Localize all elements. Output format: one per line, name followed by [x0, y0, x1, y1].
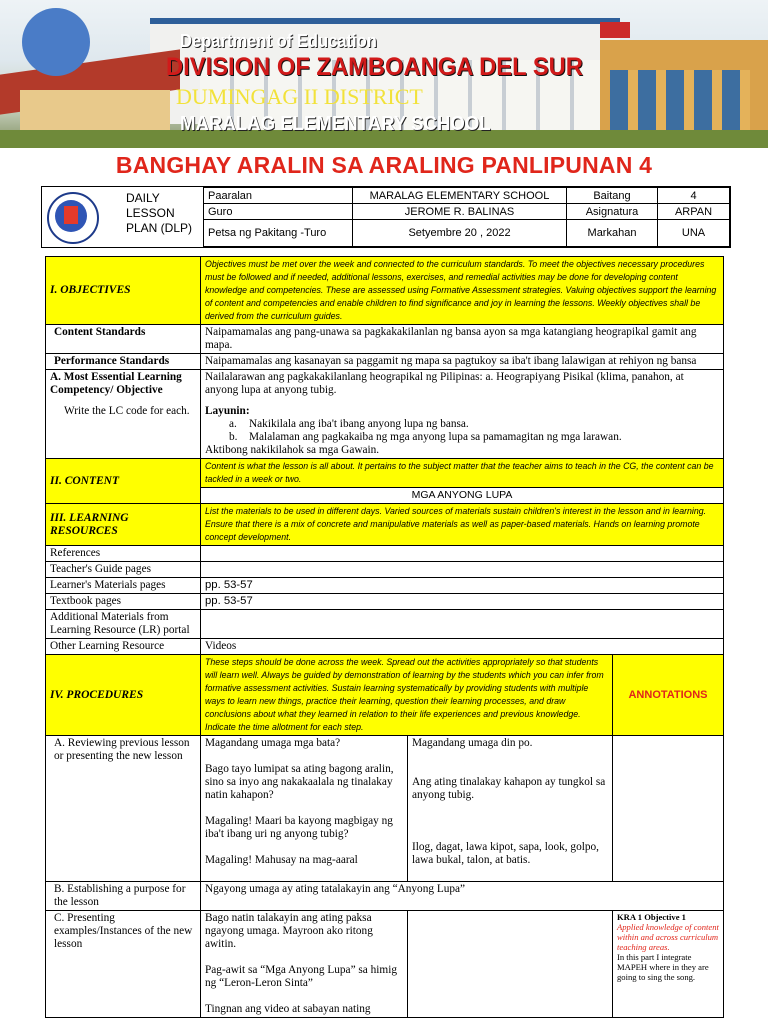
step-c-annotation	[613, 911, 724, 1018]
annotations-label: ANNOTATIONS	[613, 655, 724, 736]
list-marker: a.	[229, 418, 237, 430]
dlp-header-box	[41, 186, 731, 248]
resource-value	[201, 562, 724, 578]
deped-seal	[42, 187, 100, 247]
dlp-cell: MARALAG ELEMENTARY SCHOOL	[353, 188, 567, 204]
step-b-label: B. Establishing a purpose for the lesson	[46, 882, 201, 911]
resource-label: Learner's Materials pages	[46, 578, 201, 594]
dlp-cell: UNA	[658, 220, 730, 247]
annotation-body: In this part I integrate MAPEH where in they are going to sing the song.	[617, 952, 709, 982]
resource-value: Videos	[201, 639, 724, 655]
district-name: DUMINGAG II DISTRICT	[176, 84, 423, 109]
performance-standards-label: Performance Standards	[46, 354, 201, 370]
step-a-student	[408, 736, 613, 882]
dlp-label-line: PLAN (DLP)	[126, 221, 193, 235]
dlp-cell: Markahan	[567, 220, 658, 247]
dlp-cell: 4	[658, 188, 730, 204]
step-c-student	[408, 911, 613, 1018]
page-title: BANGHAY ARALIN SA ARALING PANLIPUNAN 4	[115, 152, 653, 178]
list-marker: b.	[229, 431, 238, 443]
dlp-cell: Petsa ng Pakitang -Turo	[204, 220, 353, 247]
dlp-cell: Setyembre 20 , 2022	[353, 220, 567, 247]
division-name: DIVISION OF ZAMBOANGA DEL SUR	[166, 53, 583, 81]
step-c-label: C. Presenting examples/Instances of the new lesson	[46, 911, 201, 1018]
resource-label: Textbook pages	[46, 594, 201, 610]
content-standards-text: Naipamamalas ang pang-unawa sa pagkakakilanlan ng bansa ayon sa mga katangiang heograpikal gamit ang mapa.	[201, 325, 724, 354]
section-content-heading: II. CONTENT	[46, 459, 201, 504]
annotation-objective: Applied knowledge of content within and across curriculum teaching areas.	[617, 922, 719, 952]
resource-value	[201, 546, 724, 562]
resources-note: List the materials to be used in different days. Varied sources of materials sustain children's interest in the lesson and in learning. Ensure that there is a mix of concrete and manipulative materials as well as paper-based materials. Hands on learning promote concept development.	[201, 504, 724, 546]
section-objectives-heading: I. OBJECTIVES	[46, 257, 201, 325]
student-line: Magandang umaga din po.	[412, 737, 533, 749]
melc-text: Nailalarawan ang pagkakakilanlang heograpikal ng Pilipinas: a. Heograpiyang Pisikal (klima, panahon, at anyong lupa at anyong tubig.	[205, 371, 684, 396]
section-resources-heading: III. LEARNING RESOURCES	[46, 504, 201, 546]
list-item	[205, 418, 719, 431]
resource-value: pp. 53-57	[201, 578, 724, 594]
layunin-list	[205, 418, 719, 444]
section-procedures-heading: IV. PROCEDURES	[46, 655, 201, 736]
student-line: Ilog, dagat, lawa kipot, sapa, look, golpo, lawa bukal, talon, at batis.	[412, 841, 599, 866]
logo-circle	[22, 8, 90, 76]
step-c-teacher	[201, 911, 408, 1018]
list-item	[205, 431, 719, 444]
layunin-c: Aktibong nakikilahok sa mga Gawain.	[205, 444, 380, 456]
resource-label: References	[46, 546, 201, 562]
list-text: Nakikilala ang iba't ibang anyong lupa ng bansa.	[249, 418, 469, 430]
resource-value: pp. 53-57	[201, 594, 724, 610]
resource-label: Additional Materials from Learning Resource (LR) portal	[46, 610, 201, 639]
annotation-title: KRA 1 Objective 1	[617, 912, 686, 922]
performance-standards-text: Naipamamalas ang kasanayan sa paggamit ng mapa sa pagtukoy sa iba't ibang lalawigan at rehiyon ng bansa	[201, 354, 724, 370]
teacher-line: Magaling! Mahusay na mag-aaral	[205, 854, 358, 866]
dlp-label	[126, 191, 192, 236]
building-windows	[610, 70, 750, 130]
teacher-line: Bago natin talakayin ang ating paksa ngayong umaga. Mayroon ako ritong awitin.	[205, 912, 373, 950]
content-standards-label: Content Standards	[46, 325, 201, 354]
dlp-info-grid	[203, 187, 730, 247]
step-a-annotation	[613, 736, 724, 882]
dlp-cell: JEROME R. BALINAS	[353, 204, 567, 220]
step-a-teacher	[201, 736, 408, 882]
dlp-cell: Baitang	[567, 188, 658, 204]
teacher-line: Pag-awit sa “Mga Anyong Lupa” sa himig ng “Leron-Leron Sinta”	[205, 964, 398, 989]
layunin-label: Layunin:	[205, 405, 250, 417]
student-line: Ang ating tinalakay kahapon ay tungkol sa anyong tubig.	[412, 776, 606, 801]
dlp-label-line: DAILY	[126, 191, 160, 205]
dlp-cell: ARPAN	[658, 204, 730, 220]
teacher-line: Magaling! Maari ba kayong magbigay ng iba't ibang uri ng anyong tubig?	[205, 815, 393, 840]
flag-image	[600, 22, 630, 38]
melc-cell	[46, 370, 201, 459]
dlp-label-line: LESSON	[126, 206, 175, 220]
objectives-note: Objectives must be met over the week and connected to the curriculum standards. To meet the objectives necessary procedures must be followed and if needed, additional lessons, exercises, and remedial activities may be done for developing content knowledge and competencies. These are assessed using Formative Assessment strategies. Valuing objectives support the learning of content and competencies and enable children to find significance and joy in learning the lessons. Weekly objectives shall be derived from the curriculum guides.	[201, 257, 724, 325]
dlp-cell: Paaralan	[204, 188, 353, 204]
teacher-line: Tingnan ang video at sabayan nating	[205, 1003, 371, 1015]
department-name: Department of Education	[180, 31, 377, 51]
lesson-plan-table	[45, 256, 724, 1018]
content-value: MGA ANYONG LUPA	[201, 488, 724, 504]
step-b-text: Ngayong umaga ay ating tatalakayin ang “Anyong Lupa”	[201, 882, 724, 911]
dlp-cell: Guro	[204, 204, 353, 220]
procedures-note: These steps should be done across the week. Spread out the activities appropriately so that students will learn well. Always be guided by demonstration of learning by the students which you can infer from formative assessment activities. Sustain learning systematically by providing students with multiple ways to learn new things, practice their learning, question their learning processes, and draw conclusions about what they learned in relation to their life experiences and previous knowledge. Indicate the time allotment for each step.	[201, 655, 613, 736]
melc-label: A. Most Essential Learning Competency/ Objective	[50, 371, 182, 396]
resource-value	[201, 610, 724, 639]
dlp-cell: Asignatura	[567, 204, 658, 220]
resource-label: Other Learning Resource	[46, 639, 201, 655]
teacher-line: Magandang umaga mga bata?	[205, 737, 341, 749]
header-banner	[0, 0, 768, 148]
melc-content	[201, 370, 724, 459]
resource-label: Teacher's Guide pages	[46, 562, 201, 578]
school-name: MARALAG ELEMENTARY SCHOOL	[180, 113, 491, 135]
list-text: Malalaman ang pagkakaiba ng mga anyong lupa sa pamamagitan ng mga larawan.	[249, 431, 622, 443]
seal-torch-icon	[64, 206, 78, 224]
step-a-label: A. Reviewing previous lesson or presenting the new lesson	[46, 736, 201, 882]
content-note: Content is what the lesson is all about. It pertains to the subject matter that the teacher aims to teach in the CG, the content can be tackled in a week or two.	[201, 459, 724, 488]
teacher-line: Bago tayo lumipat sa ating bagong aralin, sino sa inyo ang nakakaalala ng tinalakay natin kahapon?	[205, 763, 394, 801]
melc-sublabel: Write the LC code for each.	[64, 405, 190, 417]
